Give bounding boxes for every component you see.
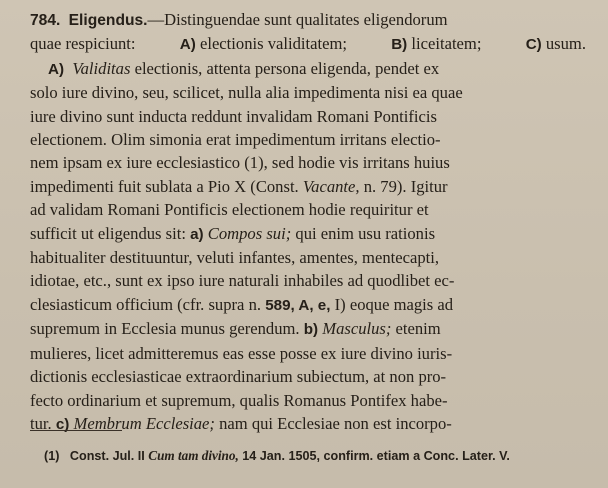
text-line	[30, 175, 586, 198]
italic-term: Membrum Ecclesiae;	[73, 413, 215, 433]
footnote	[44, 448, 510, 464]
text-span: impedimenti fuit sublata a Pio X (Const.	[30, 176, 299, 196]
text-span: fecto ordinarium et supremum, qualis Romanus Pontifex habe-	[30, 390, 448, 410]
body-text	[30, 8, 586, 436]
text-line	[30, 222, 586, 246]
text-line	[30, 32, 586, 56]
text-line	[30, 128, 586, 151]
text-span: I) eoque magis ad	[334, 294, 454, 314]
text-span: etenim	[395, 319, 441, 339]
item-marker: c)	[55, 415, 70, 433]
italic-term: Masculus;	[322, 319, 392, 339]
text-span: supremum in Ecclesia munus gerendum.	[30, 319, 300, 339]
italic-term: Compos sui;	[207, 223, 292, 243]
text-line	[30, 365, 586, 388]
text-line	[30, 389, 586, 412]
cross-reference: 589, A, e,	[265, 296, 331, 314]
text-line	[30, 412, 586, 436]
text-span: idiotae, etc., sunt ex ipso iure naturali inhabiles ad quodlibet ec-	[30, 271, 455, 291]
footnote-text: 14 Jan. 1505, confirm. etiam a Conc. Later. V.	[242, 449, 510, 463]
text-span: quae respiciunt:	[30, 34, 136, 54]
text-span: n. 79). Igitur	[363, 176, 448, 196]
footnote-rule	[30, 430, 122, 431]
section-marker: B)	[391, 36, 408, 54]
text-span: usum.	[545, 34, 586, 54]
text-span: tur.	[30, 413, 52, 433]
item-marker: a)	[190, 225, 204, 243]
text-line	[30, 151, 586, 174]
footnote-text: Const. Jul. II	[69, 449, 145, 463]
text-line	[30, 293, 586, 317]
text-span: qui enim usu rationis	[295, 223, 436, 243]
text-span: habitualiter destituuntur, veluti infantes, amentes, mentecapti,	[30, 248, 439, 268]
text-span: liceitatem;	[411, 34, 482, 54]
text-span: mulieres, licet admitteremus eas esse posse ex iure divino iuris-	[30, 343, 453, 363]
section-marker: A)	[48, 60, 65, 78]
text-span: solo iure divino, seu, scilicet, nulla alia impedimenta nisi ea quae	[30, 83, 463, 103]
text-line	[30, 8, 586, 32]
text-line	[30, 198, 586, 221]
text-span: electionis validitatem;	[199, 34, 347, 54]
italic-term: Vacante,	[302, 176, 360, 196]
text-line	[30, 57, 586, 81]
text-span: —Distinguendae sunt qualitates eligendorum	[147, 10, 448, 29]
section-marker: C)	[525, 36, 542, 54]
footnote-italic-title: Cum tam divino,	[148, 448, 239, 463]
text-span: electionem. Olim simonia erat impedimentum irritans electio-	[30, 130, 441, 150]
text-span: electionis, attenta persona eligenda, pendet ex	[134, 58, 440, 78]
section-marker: A)	[179, 36, 196, 54]
text-span: clesiasticum officium (cfr. supra n.	[30, 294, 262, 314]
footnote-marker: (1)	[44, 449, 60, 463]
text-line	[30, 342, 586, 365]
text-span: ad validam Romani Pontificis electionem hodie requiritur et	[30, 200, 429, 220]
text-span: nem ipsam ex iure ecclesiastico (1), sed hodie vis irritans huius	[30, 153, 450, 173]
paragraph-number: 784.	[30, 12, 61, 29]
italic-term: Validitas	[72, 58, 131, 78]
paragraph-heading: Eligendus.	[68, 12, 148, 29]
text-span: dictionis ecclesiasticae extraordinarium subiectum, at non pro-	[30, 367, 447, 387]
text-line	[30, 81, 586, 104]
text-span: nam qui Ecclesiae non est incorpo-	[219, 413, 452, 433]
text-span: iure divino sunt inducta reddunt invalidam Romani Pontificis	[30, 106, 437, 126]
text-line	[30, 105, 586, 128]
text-span: sufficit ut eligendus sit:	[30, 223, 186, 243]
item-marker: b)	[303, 321, 319, 339]
text-line	[30, 317, 586, 341]
text-line	[30, 269, 586, 292]
text-line	[30, 246, 586, 269]
